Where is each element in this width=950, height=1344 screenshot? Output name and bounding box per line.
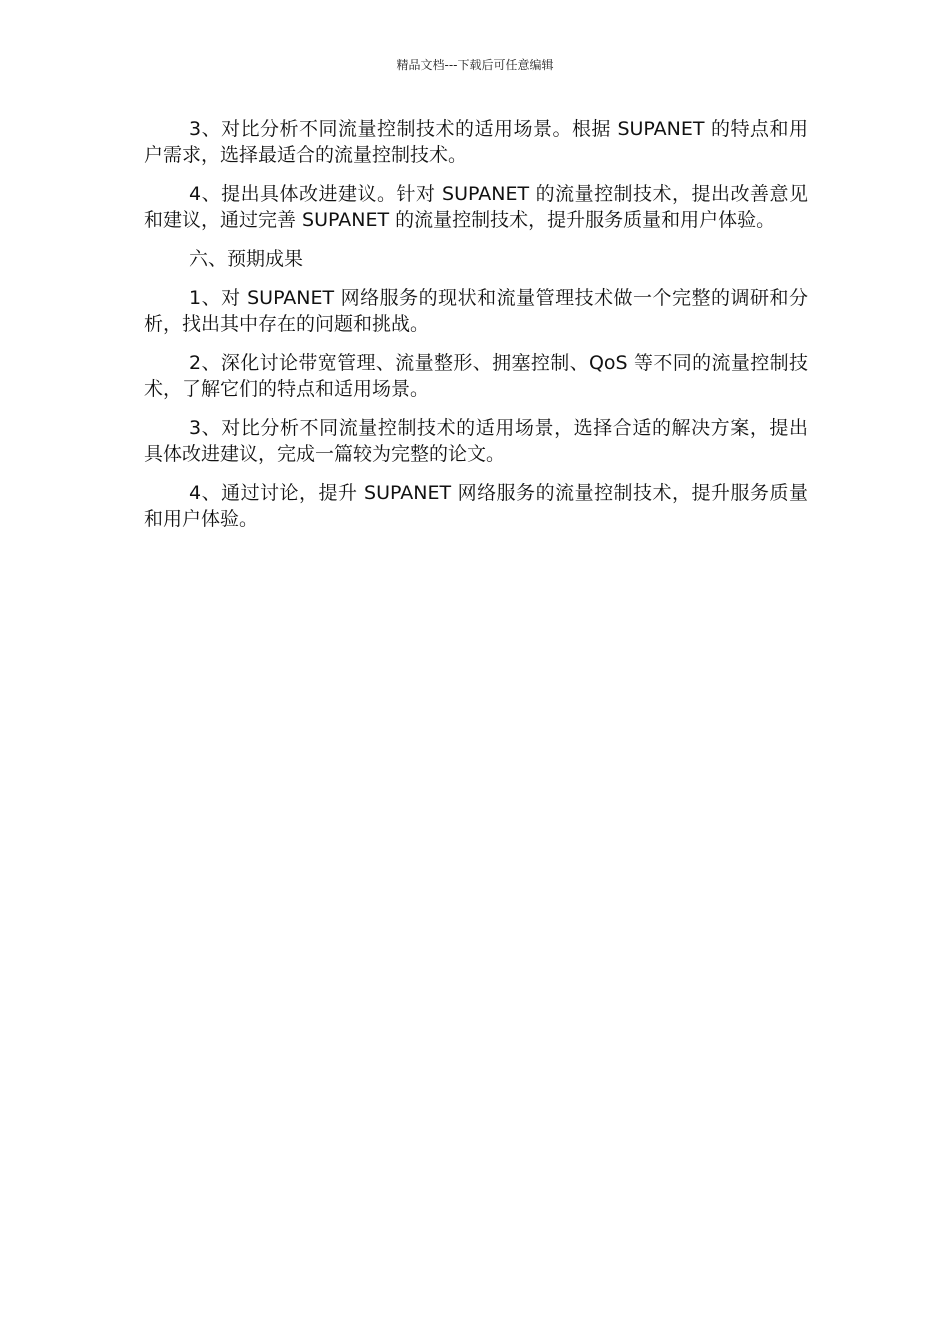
page-header: 精品文档---下载后可任意编辑 — [396, 58, 554, 72]
paragraph-compare-scenarios: 3、对比分析不同流量控制技术的适用场景。根据 SUPANET 的特点和用户需求，选择最适合的流量控制技术。 — [144, 118, 808, 166]
document-body — [144, 116, 808, 545]
paragraph-result-2: 2、深化讨论带宽管理、流量整形、拥塞控制、QoS 等不同的流量控制技术，了解它们的特点和适用场景。 — [144, 352, 808, 400]
section-heading-expected-results: 六、预期成果 — [189, 248, 304, 270]
paragraph-result-1: 1、对 SUPANET 网络服务的现状和流量管理技术做一个完整的调研和分析，找出其中存在的问题和挑战。 — [144, 287, 808, 335]
paragraph-improvement-suggestions: 4、提出具体改进建议。针对 SUPANET 的流量控制技术，提出改善意见和建议，通过完善 SUPANET 的流量控制技术，提升服务质量和用户体验。 — [144, 183, 808, 231]
paragraph-result-3: 3、对比分析不同流量控制技术的适用场景，选择合适的解决方案，提出具体改进建议，完成一篇较为完整的论文。 — [144, 417, 808, 465]
paragraph-result-4: 4、通过讨论，提升 SUPANET 网络服务的流量控制技术，提升服务质量和用户体验。 — [144, 482, 808, 530]
